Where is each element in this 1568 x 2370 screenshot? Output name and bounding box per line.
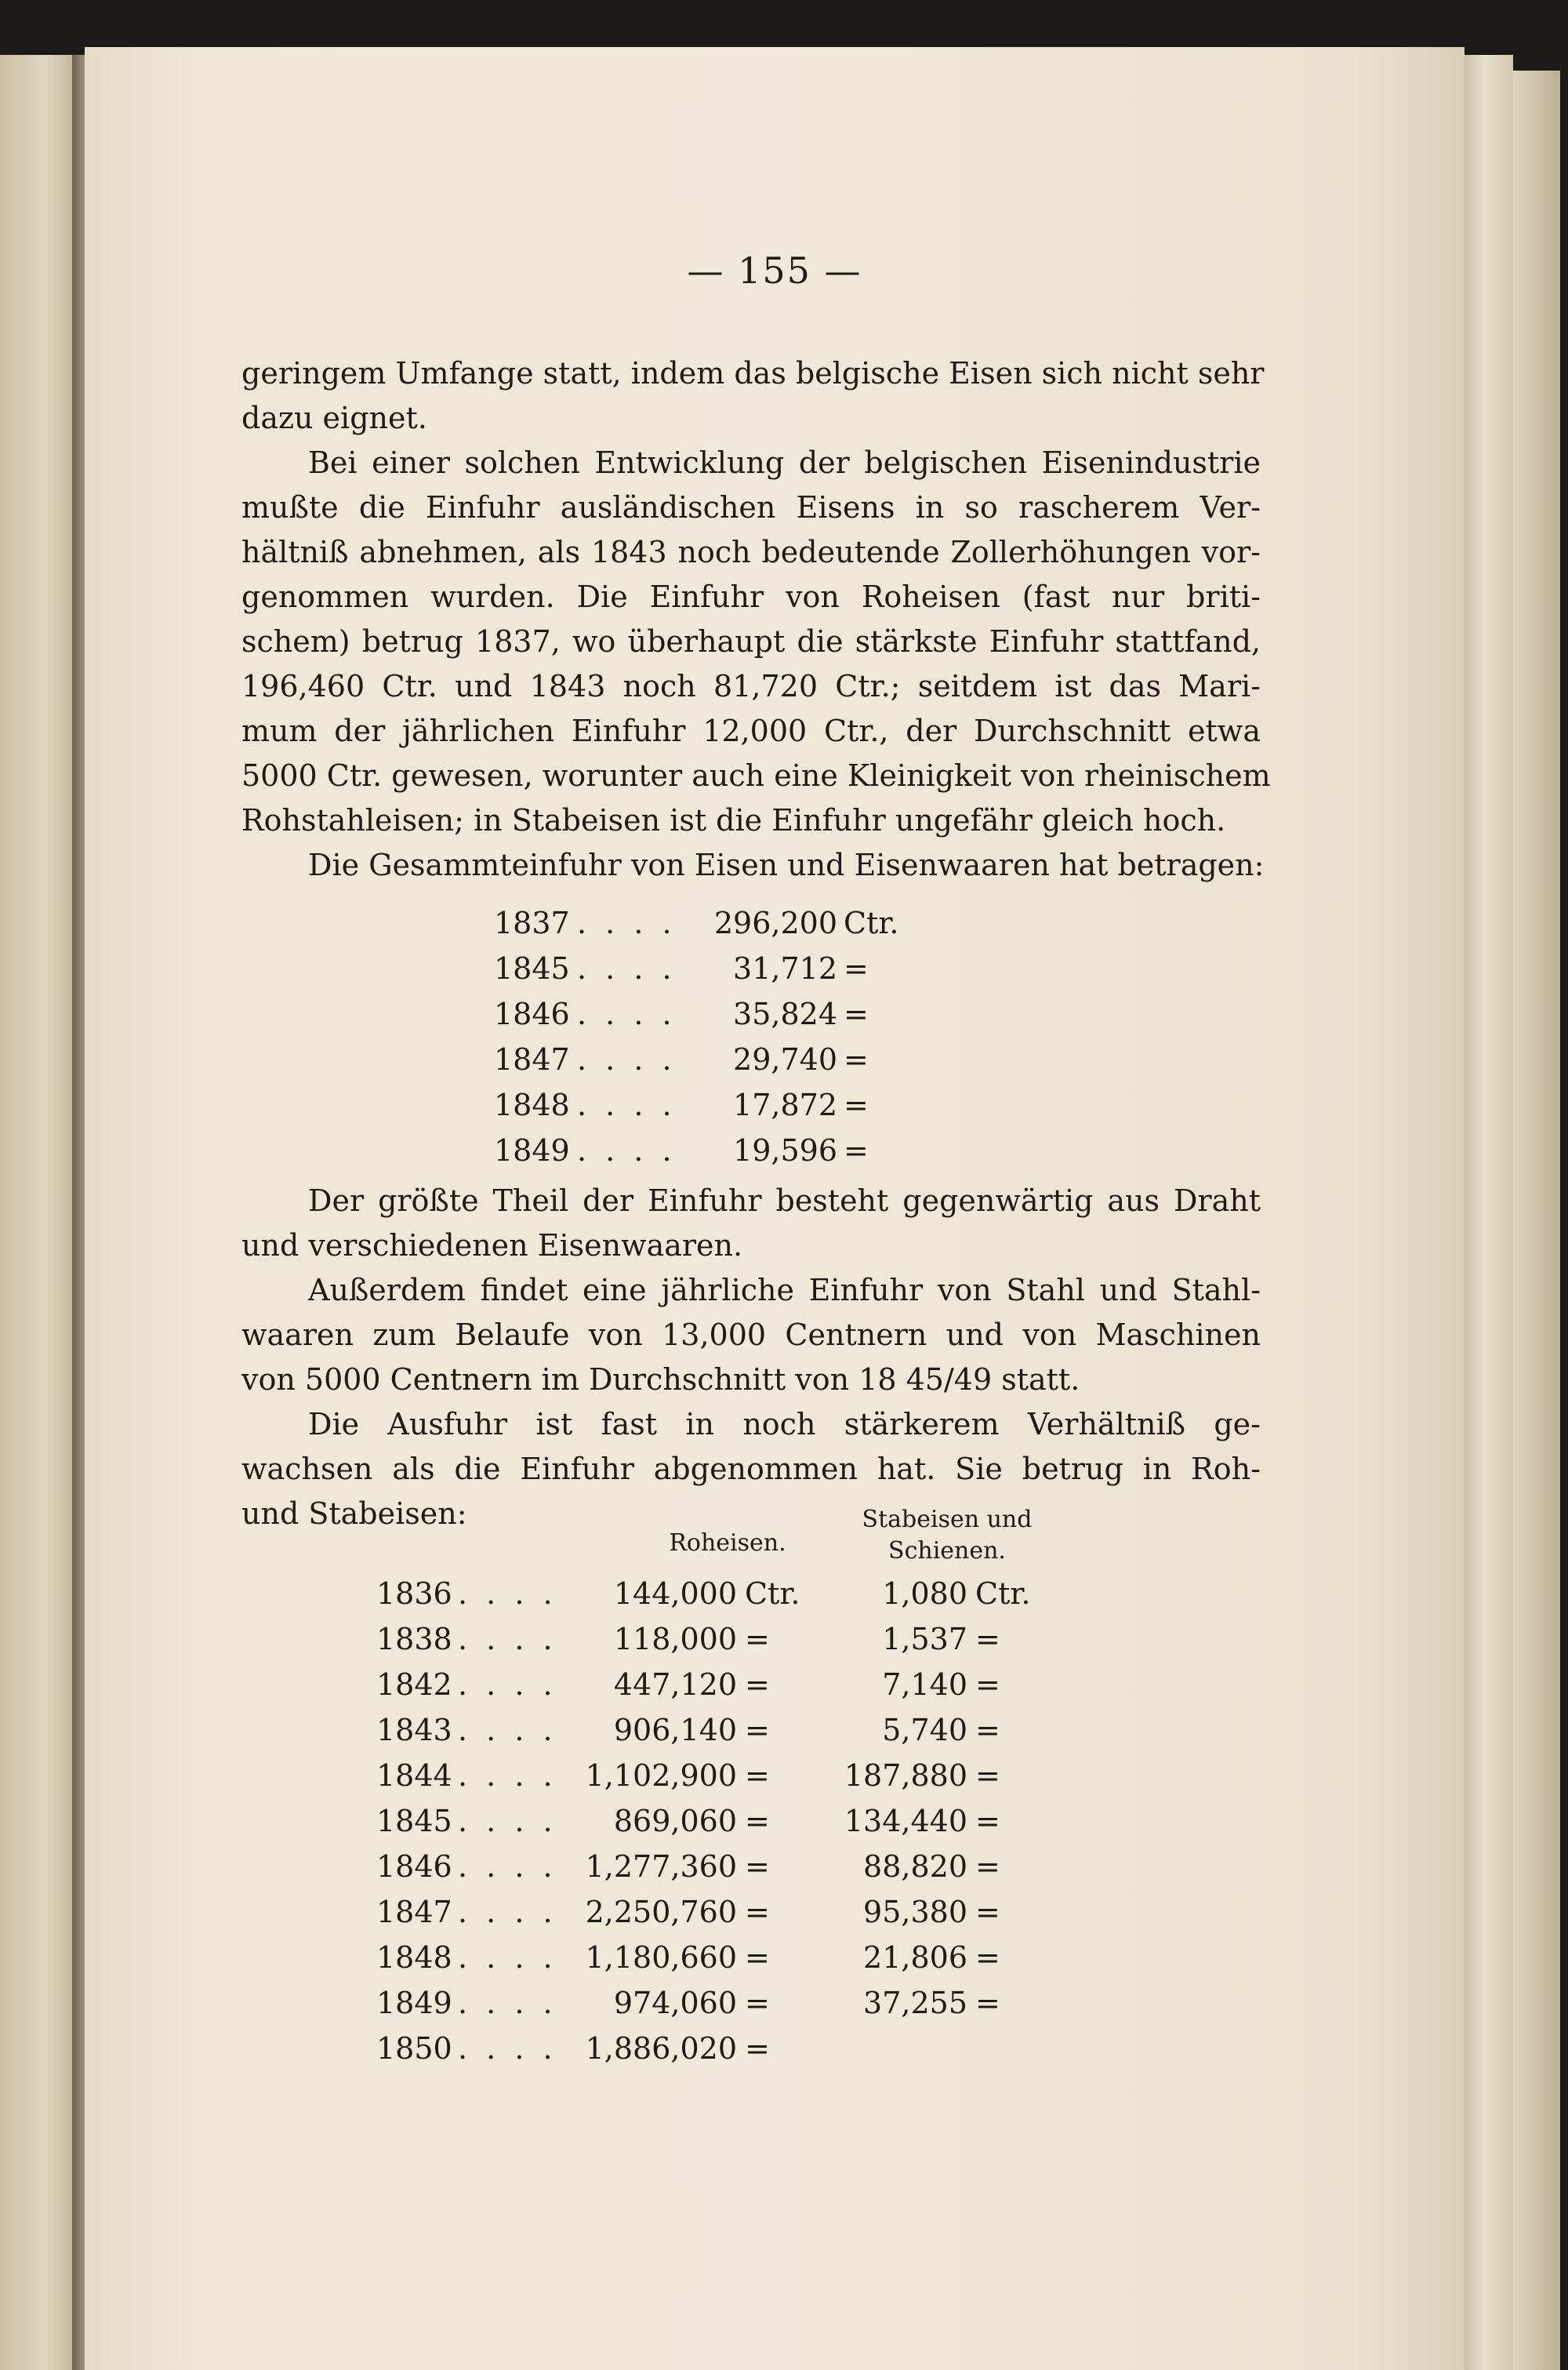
year-cell: 1848	[376, 1940, 452, 1975]
year-cell: 1843	[376, 1713, 452, 1747]
value-cell: 19,596	[733, 1133, 837, 1168]
export-table-row	[85, 1940, 1465, 1979]
text-line: mußte die Einfuhr ausländischen Eisens in so rascherem Ver-	[241, 490, 1261, 525]
export-table-row	[85, 1804, 1465, 1843]
export-table-row	[85, 1622, 1465, 1661]
year-cell: 1850	[376, 2031, 452, 2066]
stabeisen-value-cell: 37,255	[863, 1986, 967, 2020]
year-cell: 1836	[376, 1576, 452, 1611]
text-line: 5000 Ctr. gewesen, worunter auch eine Kleinigkeit von rheinischem	[241, 758, 1271, 793]
year-cell: 1848	[494, 1088, 570, 1122]
stabeisen-value-cell: 1,080	[882, 1576, 967, 1611]
roheisen-value-cell: 447,120	[613, 1667, 737, 1702]
stabeisen-value-cell: 88,820	[863, 1849, 967, 1884]
text-line: Die Ausfuhr ist fast in noch stärkerem Verhältniß ge-	[308, 1407, 1261, 1441]
column-header-stabeisen-line2: Schienen.	[888, 1537, 1006, 1565]
leader-dots: . . . .	[577, 1042, 677, 1077]
leader-dots: . . . .	[458, 1895, 557, 1929]
text-line: Der größte Theil der Einfuhr besteht gegenwärtig aus Draht	[308, 1183, 1261, 1218]
text-line: Außerdem findet eine jährliche Einfuhr von Stahl und Stahl-	[308, 1273, 1261, 1307]
year-cell: 1838	[376, 1622, 452, 1656]
export-table-row	[85, 1667, 1465, 1707]
leader-dots: . . . .	[458, 1986, 557, 2020]
roheisen-unit-cell: =	[745, 1940, 770, 1975]
leader-dots: . . . .	[458, 1849, 557, 1884]
stabeisen-unit-cell: =	[975, 1622, 1000, 1656]
year-cell: 1849	[494, 1133, 570, 1168]
value-cell: 35,824	[733, 997, 837, 1031]
page-stack-edge-outer	[1513, 71, 1560, 2370]
text-line: Bei einer solchen Entwicklung der belgischen Eisenindustrie	[308, 445, 1261, 480]
leader-dots: . . . .	[458, 1667, 557, 1702]
stabeisen-unit-cell: =	[975, 1713, 1000, 1747]
stabeisen-unit-cell: =	[975, 1667, 1000, 1702]
leader-dots: . . . .	[577, 1133, 677, 1168]
page-stack-edge	[1465, 55, 1513, 2370]
import-table-row	[85, 906, 1465, 945]
leader-dots: . . . .	[458, 1758, 557, 1793]
text-block-upper	[241, 351, 1271, 888]
roheisen-value-cell: 1,886,020	[585, 2031, 737, 2066]
stabeisen-value-cell: 1,537	[882, 1622, 967, 1656]
unit-cell: =	[844, 951, 869, 986]
text-line: geringem Umfange statt, indem das belgische Eisen sich nicht sehr	[241, 356, 1265, 391]
roheisen-unit-cell: =	[745, 1804, 770, 1838]
roheisen-unit-cell: =	[745, 1849, 770, 1884]
stabeisen-value-cell: 187,880	[844, 1758, 967, 1793]
text-line: mum der jährlichen Einfuhr 12,000 Ctr., der Durchschnitt etwa	[241, 714, 1261, 748]
roheisen-value-cell: 1,102,900	[585, 1758, 737, 1793]
stabeisen-unit-cell: =	[975, 1758, 1000, 1793]
unit-cell: =	[844, 1042, 869, 1077]
export-table-row	[85, 1576, 1465, 1616]
text-line: wachsen als die Einfuhr abgenommen hat. Sie betrug in Roh-	[241, 1452, 1261, 1486]
text-line: waaren zum Belaufe von 13,000 Centnern und von Maschinen	[241, 1318, 1261, 1352]
stabeisen-value-cell: 21,806	[863, 1940, 967, 1975]
export-table-row	[85, 1986, 1465, 2025]
roheisen-value-cell: 118,000	[613, 1622, 737, 1656]
roheisen-value-cell: 906,140	[613, 1713, 737, 1747]
text-line: und Stabeisen:	[241, 1496, 467, 1531]
export-table-row	[85, 1849, 1465, 1888]
roheisen-unit-cell: =	[745, 1758, 770, 1793]
roheisen-unit-cell: =	[745, 1622, 770, 1656]
import-table-row	[85, 1042, 1465, 1081]
stabeisen-value-cell: 5,740	[882, 1713, 967, 1747]
leader-dots: . . . .	[458, 2031, 557, 2066]
export-table-row	[85, 2031, 1465, 2070]
column-header-stabeisen-line1: Stabeisen und	[862, 1506, 1033, 1533]
unit-cell: =	[844, 997, 869, 1031]
roheisen-value-cell: 1,180,660	[585, 1940, 737, 1975]
import-table-row	[85, 1088, 1465, 1127]
year-cell: 1837	[494, 906, 570, 940]
roheisen-unit-cell: Ctr.	[745, 1576, 800, 1611]
export-table-row	[85, 1758, 1465, 1797]
roheisen-value-cell: 144,000	[613, 1576, 737, 1611]
stabeisen-unit-cell: =	[975, 1895, 1000, 1929]
leader-dots: . . . .	[577, 997, 677, 1031]
value-cell: 17,872	[733, 1088, 837, 1122]
roheisen-unit-cell: =	[745, 1667, 770, 1702]
unit-cell: =	[844, 1133, 869, 1168]
year-cell: 1845	[494, 951, 570, 986]
text-line: schem) betrug 1837, wo überhaupt die stärkste Einfuhr stattfand,	[241, 624, 1261, 659]
import-table-row	[85, 951, 1465, 991]
text-line: von 5000 Centnern im Durchschnitt von 18 45/49 statt.	[241, 1362, 1080, 1397]
text-line: und verschiedenen Eisenwaaren.	[241, 1228, 743, 1263]
year-cell: 1845	[376, 1804, 452, 1838]
text-line: genommen wurden. Die Einfuhr von Roheisen (fast nur briti-	[241, 580, 1261, 614]
text-line: Rohstahleisen; in Stabeisen ist die Einfuhr ungefähr gleich hoch.	[241, 803, 1226, 838]
text-line: dazu eignet.	[241, 401, 427, 435]
column-header-roheisen: Roheisen.	[669, 1529, 786, 1557]
unit-cell: Ctr.	[844, 906, 899, 940]
roheisen-value-cell: 2,250,760	[585, 1895, 737, 1929]
stabeisen-unit-cell: =	[975, 1986, 1000, 2020]
text-line: 196,460 Ctr. und 1843 noch 81,720 Ctr.; seitdem ist das Mari-	[241, 669, 1261, 703]
year-cell: 1846	[494, 997, 570, 1031]
value-cell: 296,200	[713, 906, 837, 940]
import-table-row	[85, 1133, 1465, 1172]
stabeisen-unit-cell: Ctr.	[975, 1576, 1031, 1611]
column-header-stabeisen	[837, 1504, 1057, 1567]
roheisen-unit-cell: =	[745, 1713, 770, 1747]
stabeisen-value-cell: 7,140	[882, 1667, 967, 1702]
year-cell: 1844	[376, 1758, 452, 1793]
leader-dots: . . . .	[458, 1804, 557, 1838]
year-cell: 1846	[376, 1849, 452, 1884]
stabeisen-value-cell: 95,380	[863, 1895, 967, 1929]
leader-dots: . . . .	[458, 1713, 557, 1747]
book-page	[85, 47, 1465, 2370]
value-cell: 31,712	[733, 951, 837, 986]
stabeisen-unit-cell: =	[975, 1940, 1000, 1975]
roheisen-value-cell: 974,060	[613, 1986, 737, 2020]
leader-dots: . . . .	[458, 1576, 557, 1611]
leader-dots: . . . .	[458, 1940, 557, 1975]
leader-dots: . . . .	[577, 951, 677, 986]
roheisen-unit-cell: =	[745, 1986, 770, 2020]
import-table-row	[85, 997, 1465, 1036]
stabeisen-unit-cell: =	[975, 1849, 1000, 1884]
roheisen-unit-cell: =	[745, 1895, 770, 1929]
facing-page-edge	[0, 55, 77, 2370]
unit-cell: =	[844, 1088, 869, 1122]
text-line: hältniß abnehmen, als 1843 noch bedeutende Zollerhöhungen vor-	[241, 535, 1261, 569]
year-cell: 1847	[376, 1895, 452, 1929]
stabeisen-value-cell: 134,440	[844, 1804, 967, 1838]
export-table-row	[85, 1895, 1465, 1934]
roheisen-value-cell: 869,060	[613, 1804, 737, 1838]
year-cell: 1847	[494, 1042, 570, 1077]
leader-dots: . . . .	[577, 906, 677, 940]
stabeisen-unit-cell: =	[975, 1804, 1000, 1838]
year-cell: 1842	[376, 1667, 452, 1702]
roheisen-value-cell: 1,277,360	[585, 1849, 737, 1884]
text-line: Die Gesammteinfuhr von Eisen und Eisenwaaren hat betragen:	[308, 848, 1265, 882]
page-number: — 155 —	[687, 249, 862, 292]
text-block-middle	[241, 1179, 1261, 1536]
leader-dots: . . . .	[577, 1088, 677, 1122]
roheisen-unit-cell: =	[745, 2031, 770, 2066]
year-cell: 1849	[376, 1986, 452, 2020]
leader-dots: . . . .	[458, 1622, 557, 1656]
export-table-row	[85, 1713, 1465, 1752]
value-cell: 29,740	[733, 1042, 837, 1077]
